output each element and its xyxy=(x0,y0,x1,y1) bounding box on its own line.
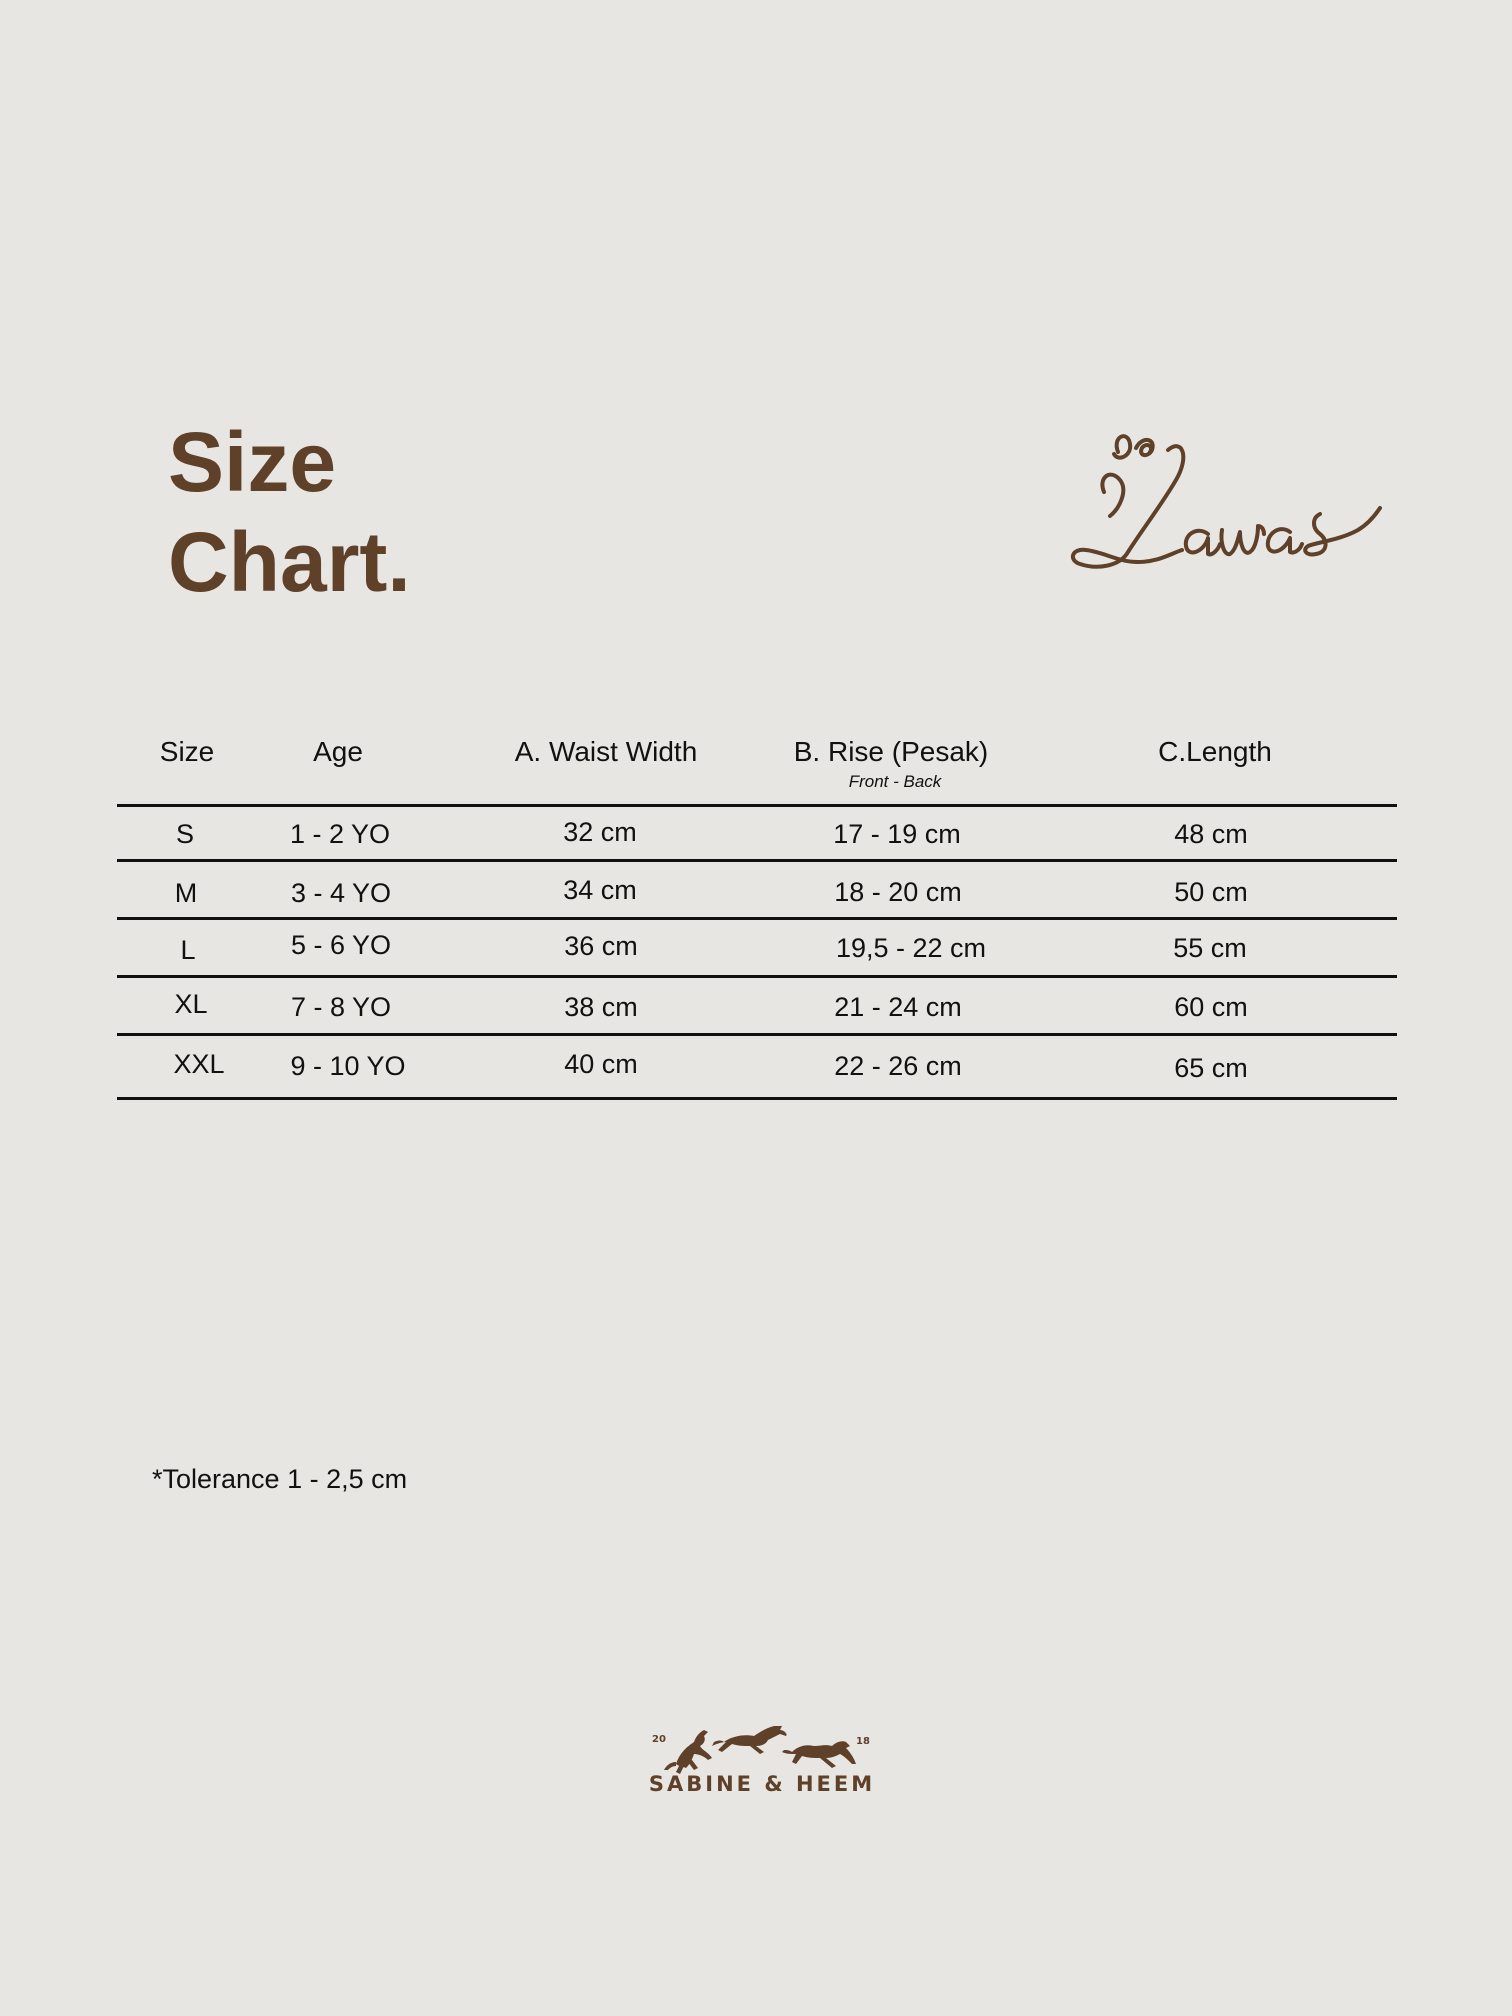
header-rise-sub: Front - Back xyxy=(848,772,942,791)
cell-length: 48 cm xyxy=(1174,819,1248,849)
cell-rise: 17 - 19 cm xyxy=(833,819,961,849)
title-line-1: Size xyxy=(168,415,337,509)
header-waist-width: A. Waist Width xyxy=(514,736,698,767)
cell-length: 50 cm xyxy=(1174,877,1248,907)
cell-waist: 38 cm xyxy=(564,992,638,1022)
cell-waist: 36 cm xyxy=(564,931,638,961)
table-row xyxy=(117,807,1397,859)
tolerance-note: *Tolerance 1 - 2,5 cm xyxy=(152,1464,408,1494)
brand-name: SABINE & HEEM xyxy=(648,1772,876,1796)
cell-size: M xyxy=(174,878,198,908)
size-chart-table xyxy=(117,732,1397,1100)
cell-size: L xyxy=(180,935,196,965)
title-line-2: Chart. xyxy=(168,515,411,609)
header-rise: B. Rise (Pesak) xyxy=(793,736,989,767)
cell-age: 5 - 6 YO xyxy=(290,930,392,960)
table-divider xyxy=(117,1097,1397,1100)
cell-length: 65 cm xyxy=(1174,1053,1248,1083)
cell-size: XL xyxy=(174,989,208,1019)
cell-rise: 22 - 26 cm xyxy=(834,1051,962,1081)
header-age: Age xyxy=(313,736,363,767)
cell-length: 55 cm xyxy=(1173,933,1247,963)
table-row xyxy=(117,1036,1397,1097)
cell-size: XXL xyxy=(173,1049,225,1079)
table-header xyxy=(117,732,1397,804)
cell-age: 1 - 2 YO xyxy=(289,819,391,849)
page-title xyxy=(168,412,411,612)
cell-age: 3 - 4 YO xyxy=(290,878,392,908)
header-size: Size xyxy=(159,736,215,767)
cell-size: S xyxy=(175,819,195,849)
table-row xyxy=(117,862,1397,917)
year-left: 20 xyxy=(652,1734,666,1745)
brand-script-text: Lawas xyxy=(1058,422,1061,423)
cell-waist: 32 cm xyxy=(563,817,637,847)
cell-rise: 19,5 - 22 cm xyxy=(835,933,987,963)
cell-rise: 21 - 24 cm xyxy=(834,992,962,1022)
cell-waist: 40 cm xyxy=(564,1049,638,1079)
year-right: 18 xyxy=(856,1736,870,1747)
cell-length: 60 cm xyxy=(1174,992,1248,1022)
cell-age: 9 - 10 YO xyxy=(290,1051,406,1081)
cell-age: 7 - 8 YO xyxy=(290,992,392,1022)
table-row xyxy=(117,978,1397,1033)
cell-rise: 18 - 20 cm xyxy=(834,877,962,907)
cell-waist: 34 cm xyxy=(563,875,637,905)
table-row xyxy=(117,920,1397,975)
header-length: C.Length xyxy=(1158,736,1272,767)
lawas-script-logo xyxy=(1058,422,1398,582)
